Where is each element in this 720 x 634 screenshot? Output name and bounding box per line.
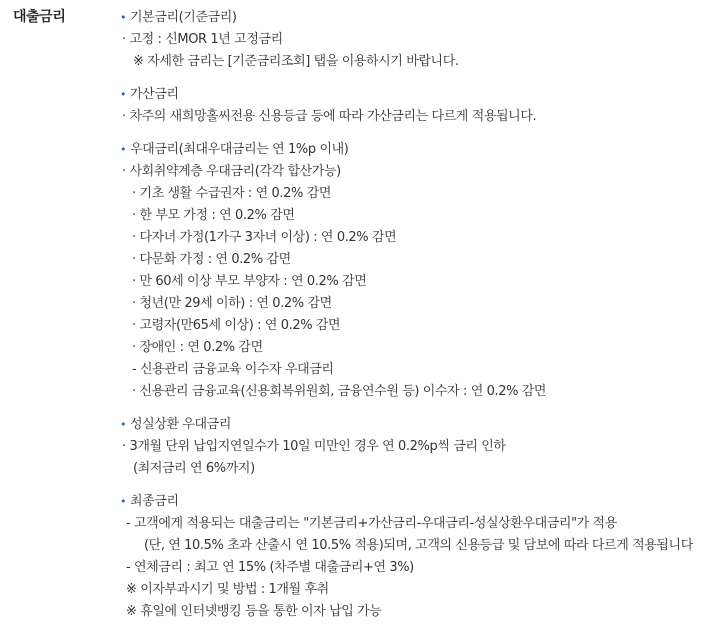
section-title: • 우대금리(최대우대금리는 연 1%p 이내) <box>118 139 718 161</box>
fixed-rate-line: · 고정 : 신MOR 1년 고정금리 <box>122 32 283 47</box>
final-line-cont: (단, 연 10.5% 초과 산출시 연 10.5% 적용)되며, 고객의 신용등급 및 담보에 따라 다르게 적용됩니다 <box>144 538 693 553</box>
pref-subtitle: · 사회취약계층 우대금리(각각 합산가능) <box>122 164 341 179</box>
section-title: • 최종금리 <box>118 491 718 513</box>
repay-line: · 3개월 단위 납입지연일수가 10일 미만인 경우 연 0.2%p씩 금리 인하 <box>122 439 506 454</box>
list-item: · 다자녀 가정(1가구 3자녀 이상) : 연 0.2% 감면 <box>132 230 397 245</box>
section-title: • 가산금리 <box>118 84 718 106</box>
holiday-note: ※ 휴일에 인터넷뱅킹 등을 통한 이자 납입 가능 <box>126 604 382 619</box>
repay-line-cont: (최저금리 연 6%까지) <box>133 461 255 476</box>
section-title: • 성실상환 우대금리 <box>118 414 718 436</box>
list-item: · 기초 생활 수급권자 : 연 0.2% 감면 <box>132 186 332 201</box>
repay-rate-section <box>118 414 718 480</box>
pref-rate-section <box>118 139 718 403</box>
add-rate-line: · 차주의 새희망홀씨전용 신용등급 등에 따라 가산금리는 다르게 적용됩니다. <box>122 109 537 124</box>
bullet-icon: • <box>120 495 127 508</box>
bullet-icon: • <box>120 11 127 24</box>
list-item: · 만 60세 이상 부모 부양자 : 연 0.2% 감면 <box>132 274 367 289</box>
list-item: · 청년(만 29세 이하) : 연 0.2% 감면 <box>132 296 332 311</box>
edu-title: - 신용관리 금융교육 이수자 우대금리 <box>132 362 334 377</box>
list-item: · 다문화 가정 : 연 0.2% 감면 <box>132 252 291 267</box>
base-rate-section <box>118 7 718 73</box>
row-label: 대출금리 <box>13 9 66 25</box>
bullet-icon: • <box>120 418 127 431</box>
bullet-icon: • <box>120 88 127 101</box>
list-item: · 한 부모 가정 : 연 0.2% 감면 <box>132 208 295 223</box>
overdue-line: - 연체금리 : 최고 연 15% (차주별 대출금리+연 3%) <box>126 560 414 575</box>
base-rate-note: ※ 자세한 금리는 [기준금리조회] 탭을 이용하시기 바랍니다. <box>133 54 459 69</box>
list-item: · 고령자(만65세 이상) : 연 0.2% 감면 <box>132 318 341 333</box>
list-item: · 장애인 : 연 0.2% 감면 <box>132 340 263 355</box>
section-title: • 기본금리(기준금리) <box>118 7 718 29</box>
final-line: - 고객에게 적용되는 대출금리는 "기본금리+가산금리-우대금리-성실상환우대금리"가 적용 <box>126 516 617 531</box>
rate-details <box>118 7 718 634</box>
add-rate-section <box>118 84 718 128</box>
final-rate-section <box>118 491 718 623</box>
edu-item: · 신용관리 금융교육(신용회복위원회, 금융연수원 등) 이수자 : 연 0.2% 감면 <box>132 384 547 399</box>
bullet-icon: • <box>120 143 127 156</box>
interest-note: ※ 이자부과시기 및 방법 : 1개월 후취 <box>126 582 329 597</box>
